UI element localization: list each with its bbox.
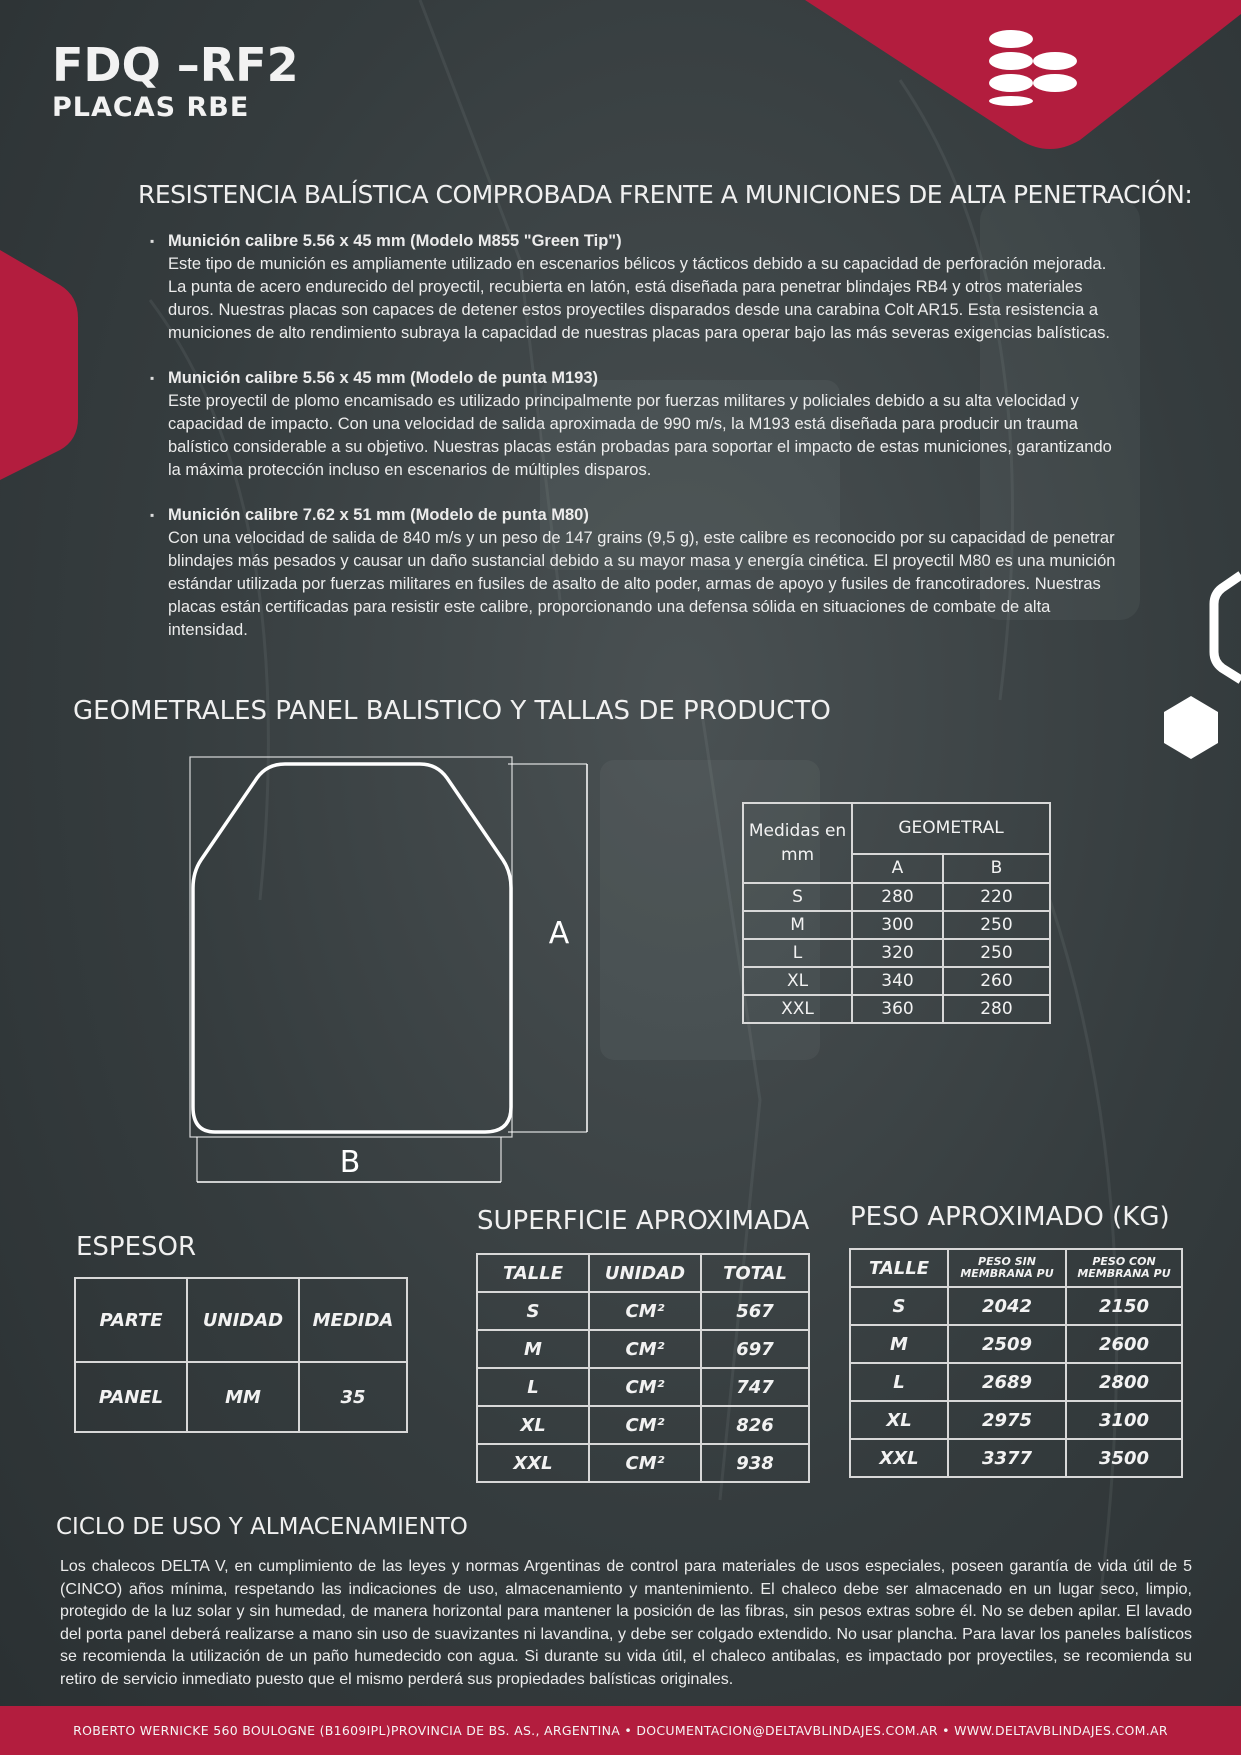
table-cell: 35 — [299, 1362, 407, 1432]
table-cell: 280 — [943, 995, 1050, 1023]
table-cell: 320 — [852, 939, 943, 967]
footer-contact: ROBERTO WERNICKE 560 BOULOGNE (B1609IPL)PROVINCIA DE BS. AS., ARGENTINA • DOCUMENTACION@DELTAVBLINDAJES.COM.AR • WWW.DELTAVBLINDAJES.COM.AR — [73, 1723, 1168, 1738]
table-header-cell: PESO SIN MEMBRANA PU — [948, 1249, 1066, 1287]
table-row — [850, 1439, 1182, 1477]
table-cell: L — [850, 1363, 948, 1401]
table-cell: MM — [187, 1362, 299, 1432]
weight-heading: PESO APROXIMADO (KG) — [850, 1202, 1170, 1232]
table-header-cell: TALLE — [477, 1254, 589, 1292]
table-row — [477, 1330, 809, 1368]
geometry-col-a-header: A — [852, 854, 943, 883]
ammo-title: ▪ Munición calibre 7.62 x 51 mm (Modelo de punta M80) — [168, 506, 589, 524]
cycle-heading: CICLO DE USO Y ALMACENAMIENTO — [56, 1514, 468, 1540]
list-item — [168, 367, 1118, 482]
table-cell: M — [477, 1330, 589, 1368]
table-cell: 250 — [943, 939, 1050, 967]
geometry-corner-header: Medidas en mm — [743, 803, 852, 883]
cycle-paragraph: Los chalecos DELTA V, en cumplimiento de las leyes y normas Argentinas de control para materiales de usos especiales, poseen garantía de vida útil de 5 (CINCO) años mínima, respetando las indicaciones de uso, almacenamiento y mantenimiento. El chaleco debe ser almacenado en un lugar seco, limpio, protegido de la luz solar y sin humedad, de manera horizontal para mantener la posición de las fibras, sin pesos extras sobre él. No se deben apilar. El lavado del porta panel deberá realizarse a mano sin uso de suavizantes ni lavandina, y debe ser colgado extendido. No usar plancha. Para lavar los paneles balísticos se recomienda la utilización de un paño humedecido con agua. Si durante su vida útil, el chaleco antibalas, es impactado por proyectiles, se recomienda su retiro de servicio inmediato puesto que el mismo perderá sus propiedades balísticas originales. — [60, 1558, 1192, 1688]
surface-table — [476, 1253, 810, 1483]
ballistic-plate-diagram — [185, 752, 595, 1192]
table-cell: 280 — [852, 883, 943, 911]
hexagon-outline-icon — [1214, 575, 1241, 680]
table-cell: 220 — [943, 883, 1050, 911]
table-cell: L — [743, 939, 852, 967]
table-row — [477, 1292, 809, 1330]
table-cell: 260 — [943, 967, 1050, 995]
table-header-cell: TALLE — [850, 1249, 948, 1287]
table-cell: CM² — [589, 1406, 701, 1444]
table-row — [743, 883, 1050, 911]
ammo-description: Este tipo de munición es ampliamente utilizado en escenarios bélicos y tácticos debido a su capacidad de perforación mejorada. La punta de acero endurecido del proyectil, recubierta en latón, está diseñada para penetrar blindajes RB4 y otros materiales duros. Nuestras placas son capaces de detener estos proyectiles disparados desde una carabina Colt AR15. Esta resistencia a municiones de alto rendimiento subraya la capacidad de nuestras placas para operar bajo las más severas exigencias balísticas. — [168, 255, 1110, 342]
table-row — [743, 967, 1050, 995]
table-cell: 567 — [701, 1292, 809, 1330]
list-item — [168, 504, 1118, 642]
surface-heading: SUPERFICIE APROXIMADA — [477, 1206, 810, 1236]
table-header-cell: MEDIDA — [299, 1278, 407, 1362]
table-header-cell: TOTAL — [701, 1254, 809, 1292]
table-cell: 938 — [701, 1444, 809, 1482]
ammo-description: Con una velocidad de salida de 840 m/s y un peso de 147 grains (9,5 g), este calibre es reconocido por su capacidad de penetrar blindajes más pesados y causar un daño sustancial debido a su mayor masa y energía cinética. El proyectil M80 es una munición estándar utilizada por fuerzas militares en fusiles de asalto de alto poder, armas de apoyo y fusiles de francotiradores. Nuestras placas están certificadas para resistir este calibre, proporcionando una defensa sólida en situaciones de combate de alta intensidad. — [168, 529, 1116, 639]
table-cell: 300 — [852, 911, 943, 939]
ammo-title: ▪ Munición calibre 5.56 x 45 mm (Modelo de punta M193) — [168, 369, 599, 387]
table-cell: XL — [850, 1401, 948, 1439]
left-banner-tab — [0, 250, 78, 480]
table-cell: XL — [743, 967, 852, 995]
table-cell: 2600 — [1066, 1325, 1182, 1363]
hexagon-solid-icon — [1164, 696, 1218, 759]
table-cell: PANEL — [75, 1362, 187, 1432]
table-cell: XXL — [743, 995, 852, 1023]
table-row — [743, 995, 1050, 1023]
table-row — [477, 1444, 809, 1482]
diamond-cluster-logo-icon — [985, 28, 1097, 106]
table-cell: 2689 — [948, 1363, 1066, 1401]
table-cell: CM² — [589, 1444, 701, 1482]
table-cell: 2150 — [1066, 1287, 1182, 1325]
weight-table — [849, 1248, 1183, 1478]
thickness-table — [74, 1277, 408, 1433]
table-header-cell: PARTE — [75, 1278, 187, 1362]
table-row — [850, 1287, 1182, 1325]
table-cell: CM² — [589, 1368, 701, 1406]
table-row — [850, 1363, 1182, 1401]
table-row — [477, 1368, 809, 1406]
table-cell: XXL — [850, 1439, 948, 1477]
table-cell: XL — [477, 1406, 589, 1444]
table-cell: 2509 — [948, 1325, 1066, 1363]
table-cell: 747 — [701, 1368, 809, 1406]
ammo-title: ▪ Munición calibre 5.56 x 45 mm (Modelo M855 "Green Tip") — [168, 232, 622, 250]
table-cell: 826 — [701, 1406, 809, 1444]
table-row — [850, 1325, 1182, 1363]
table-row — [743, 911, 1050, 939]
table-cell: 3500 — [1066, 1439, 1182, 1477]
table-row — [75, 1362, 407, 1432]
table-cell: S — [743, 883, 852, 911]
table-row — [477, 1406, 809, 1444]
table-cell: 360 — [852, 995, 943, 1023]
table-cell: CM² — [589, 1292, 701, 1330]
table-cell: 340 — [852, 967, 943, 995]
list-item — [168, 230, 1118, 345]
table-header-cell: UNIDAD — [589, 1254, 701, 1292]
geometry-table — [742, 802, 1051, 1024]
dimension-a-label: A — [548, 916, 570, 951]
resistance-heading: RESISTENCIA BALÍSTICA COMPROBADA FRENTE A MUNICIONES DE ALTA PENETRACIÓN: — [138, 180, 1193, 209]
geometry-group-header: GEOMETRAL — [852, 803, 1050, 854]
ammunition-list — [150, 230, 1118, 664]
table-cell: S — [477, 1292, 589, 1330]
table-header-cell: UNIDAD — [187, 1278, 299, 1362]
product-title: FDQ –RF2 — [52, 38, 299, 92]
table-cell: 697 — [701, 1330, 809, 1368]
table-cell: 250 — [943, 911, 1050, 939]
geometry-col-b-header: B — [943, 854, 1050, 883]
table-header-cell: PESO CON MEMBRANA PU — [1066, 1249, 1182, 1287]
table-cell: XXL — [477, 1444, 589, 1482]
table-cell: M — [743, 911, 852, 939]
table-cell: 3377 — [948, 1439, 1066, 1477]
product-subtitle: PLACAS RBE — [52, 92, 250, 123]
table-cell: L — [477, 1368, 589, 1406]
table-cell: 3100 — [1066, 1401, 1182, 1439]
table-cell: M — [850, 1325, 948, 1363]
table-cell: 2042 — [948, 1287, 1066, 1325]
table-row — [743, 939, 1050, 967]
table-cell: 2975 — [948, 1401, 1066, 1439]
table-cell: CM² — [589, 1330, 701, 1368]
table-cell: 2800 — [1066, 1363, 1182, 1401]
ammo-description: Este proyectil de plomo encamisado es utilizado principalmente por fuerzas militares y policiales debido a su alta velocidad y capacidad de impacto. Con una velocidad de salida aproximada de 990 m/s, la M193 está diseñada para producir un trauma balístico considerable a su objetivo. Nuestras placas están probadas para soportar el impacto de estas municiones, garantizando la máxima protección incluso en escenarios de múltiples disparos. — [168, 392, 1112, 479]
table-cell: S — [850, 1287, 948, 1325]
table-row — [850, 1401, 1182, 1439]
thickness-heading: ESPESOR — [76, 1232, 197, 1262]
dimension-b-label: B — [339, 1145, 361, 1180]
geometry-heading: GEOMETRALES PANEL BALISTICO Y TALLAS DE PRODUCTO — [73, 696, 831, 726]
